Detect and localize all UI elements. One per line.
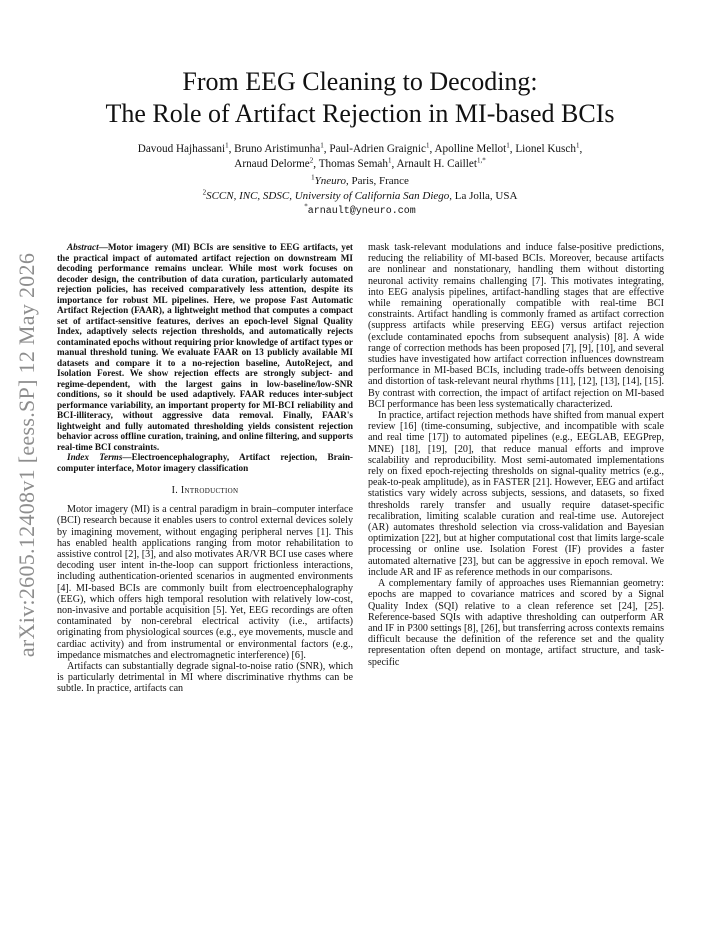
author-name: Thomas Semah xyxy=(318,158,388,170)
section-heading-introduction: I. Introduction xyxy=(171,485,239,496)
affiliation-1 xyxy=(70,174,650,188)
paper-title xyxy=(60,66,660,130)
intro-paragraph-5: A complementary family of approaches uses Riemannian geometry: epochs are mapped to covariance matrices and scored by a Signal Quality Index (SQI) relative to a clean reference set [24], [25]. Reference-based SQIs with adaptive thresholding can outperform AR and IF in P300 settings [8], [26], but transferring across contexts remains difficult because the definition of the reference set and the quality representation often depend on montage, artifact structure, and task-specific xyxy=(368,578,664,668)
author-name: Arnault H. Caillet xyxy=(396,158,477,170)
author-name: Bruno Aristimunha xyxy=(234,143,321,155)
author xyxy=(138,143,229,155)
arxiv-identifier-text: arXiv:2605.12408v1 [eess.SP] 12 May 2026 xyxy=(14,252,39,658)
author-name: Arnaud Delorme xyxy=(234,158,310,170)
intro-paragraph-2: Artifacts can substantially degrade signal-to-noise ratio (SNR), which is particularly detrimental in MI where discriminative rhythms can be subtle. In practice, artifacts can xyxy=(57,661,353,695)
author-affiliation-marker: 1 xyxy=(425,141,430,150)
author-affiliation-marker: 1 xyxy=(575,141,580,150)
author xyxy=(396,158,485,170)
author-name: Apolline Mellot xyxy=(434,143,507,155)
affiliation-2-marker: 2 xyxy=(202,188,207,197)
arxiv-identifier xyxy=(14,240,40,670)
author xyxy=(234,143,324,155)
abstract-text: —Motor imagery (MI) BCIs are sensitive to EEG artifacts, yet the practical impact of automated artifact rejection on downstream MI decoding performance remains unclear. While most work focuses on decoder design, the contribution of data curation, particularly automated rejection policies, has received comparatively less attention, despite its importance for robust ML pipelines. Here, we propose Fast Automatic Artifact Rejection (FAAR), a lightweight method that computes a compact set of artifact-sensitive features, derives an epoch-level Signal Quality Index, adaptively selects rejection thresholds, and automatically rejects contaminated epochs without requiring prior knowledge of artifact types or manual threshold tuning. We evaluate FAAR on 13 publicly available MI datasets and compare it to a no-rejection baseline, AutoReject, and Isolation Forest. We show rejection effects are strongly subject- and regime-dependent, with the largest gains in low-baseline/low-SNR conditions, so it should be used adaptively. FAAR reduces inter-subject performance variability, an important property for MI-BCI reliability and BCI-illiteracy, without aggressive data removal. Finally, FAAR's lightweight and fully automated thresholding yields consistent rejection behavior across offline curation, training, and online filtering, and supports real-time BCI constraints. xyxy=(57,242,353,452)
abstract-label: Abstract xyxy=(67,242,99,252)
email-address: arnault@yneuro.com xyxy=(307,206,416,217)
author-affiliation-marker: 2 xyxy=(309,156,314,165)
affiliation-2-location: , La Jolla, USA xyxy=(449,190,518,202)
left-column xyxy=(57,242,353,695)
right-column xyxy=(368,242,664,668)
author-name: Lionel Kusch xyxy=(515,143,576,155)
intro-paragraph-1: Motor imagery (MI) is a central paradigm in brain–computer interface (BCI) research because it enables users to control external devices solely by imagining movement, without engaging peripheral nerves [1]. This has enabled health applications ranging from motor rehabilitation to assistive control [2], [3], and also motivates AR/VR BCI use cases where decoding user intent in-the-loop can support frictionless interactions, including authentication-oriented scenarios in augmented environments [4]. MI-based BCIs are commonly built from electroencephalography (EEG), which offers high temporal resolution with relatively low-cost, non-invasive and portable acquisition [5]. Yet, EEG recordings are often contaminated by non-cerebral electrical activity (i.e., artifacts) originating from physiological sources (e.g., eye movements, muscle and cardiac activity) and from instrumental or environmental factors (e.g., impedance mismatches and electromagnetic interference) [6]. xyxy=(57,504,353,661)
corresponding-email xyxy=(70,203,650,219)
index-terms-text: —Electroencephalography, Artifact rejection, Brain-computer interface, Motor imagery classification xyxy=(57,452,353,473)
author-name: Davoud Hajhassani xyxy=(137,143,226,155)
affiliation-2-org: SCCN, INC, SDSC, University of California San Diego xyxy=(206,190,450,202)
author-list: Davoud Hajhassani$^1$, Bruno Aristimunha$^1$, Paul-Adrien Graignic$^1$, Apolline Mellot$^1$, Lionel Kusch$^1$, Arnaud Delorme$^2$, Thomas Semah$^1$, Arnault H. Caillet$^{1,*}$ xyxy=(137,141,583,170)
author xyxy=(234,158,313,170)
abstract xyxy=(57,242,353,452)
author xyxy=(319,158,392,170)
index-terms xyxy=(57,452,353,473)
intro-paragraph-4: In practice, artifact rejection methods have shifted from manual expert review [16] (time-consuming, subjective, and incompatible with scale and real time [17]) to automated pipelines (e.g., EEGLAB, EEGPrep, MNE) [18], [19], [20], that reduce manual efforts and improve scalability and reproducibility. Most semi-automated implementations rely on fixed epoch-rejecting thresholds on signal-quality metrics (e.g., peak-to-peak amplitude), as in FASTER [21]. However, EEG and artifact statistics vary widely across subjects, sessions, and datasets, so fixed thresholds rarely transfer and usually require dataset-specific recalibration, limiting scalable curation and real-time use. Autoreject (AR) automates threshold selection via cross-validation and Bayesian optimization [22], but at higher computational cost that limits large-scale processing or online use. Isolation Forest (IF) provides a faster automated alternative [23], but can be aggressive in epoch removal. We include AR and IF as reference methods in our comparisons. xyxy=(368,410,664,578)
author xyxy=(329,143,429,155)
index-terms-label: Index Terms xyxy=(67,452,123,462)
author-affiliation-marker: 1 xyxy=(387,156,392,165)
author-name: Paul-Adrien Graignic xyxy=(329,143,426,155)
author-affiliation-marker: 1 xyxy=(225,141,229,150)
affiliation-1-location: , Paris, France xyxy=(345,175,409,187)
author-affiliation-marker: 1 xyxy=(320,141,324,150)
author xyxy=(434,143,509,155)
title-line-2: The Role of Artifact Rejection in MI-based BCIs xyxy=(105,99,615,128)
affiliation-1-org: Yneuro xyxy=(314,175,346,187)
intro-paragraph-3: mask task-relevant modulations and induce false-positive predictions, reducing the reliability of MI-based BCIs. Moreover, because artifacts are nonlinear and nonstationary, handling them without distorting neuronal activity remains challenging [7]. This motivates integrating, into EEG analysis pipelines, artifact-handling stages that are effective while remaining operationally compatible with real-time BCI constraints. Artifact handling is commonly framed as artifact correction (suppress artifacts while preserving EEG) versus artifact rejection (exclude contaminated epochs from subsequent analysis) [8]. A wide range of correction methods has been proposed [7], [9], [10], and several studies have investigated how artifact correction influences downstream performance in MI-based BCIs, including trade-offs between denoising and distortion of task-relevant neural rhythms [11], [12], [13], [14], [15]. By contrast with correction, the impact of artifact rejection on MI-based BCI performance has been less systematically characterized. xyxy=(368,242,664,410)
email-marker: * xyxy=(304,202,308,211)
author-affiliation-marker: 1,* xyxy=(476,156,486,165)
affiliation-1-marker: 1 xyxy=(311,173,315,182)
author xyxy=(515,143,579,155)
title-line-1: From EEG Cleaning to Decoding: xyxy=(182,67,538,96)
affiliation-2 xyxy=(70,189,650,203)
author-affiliation-marker: 1 xyxy=(506,141,510,150)
